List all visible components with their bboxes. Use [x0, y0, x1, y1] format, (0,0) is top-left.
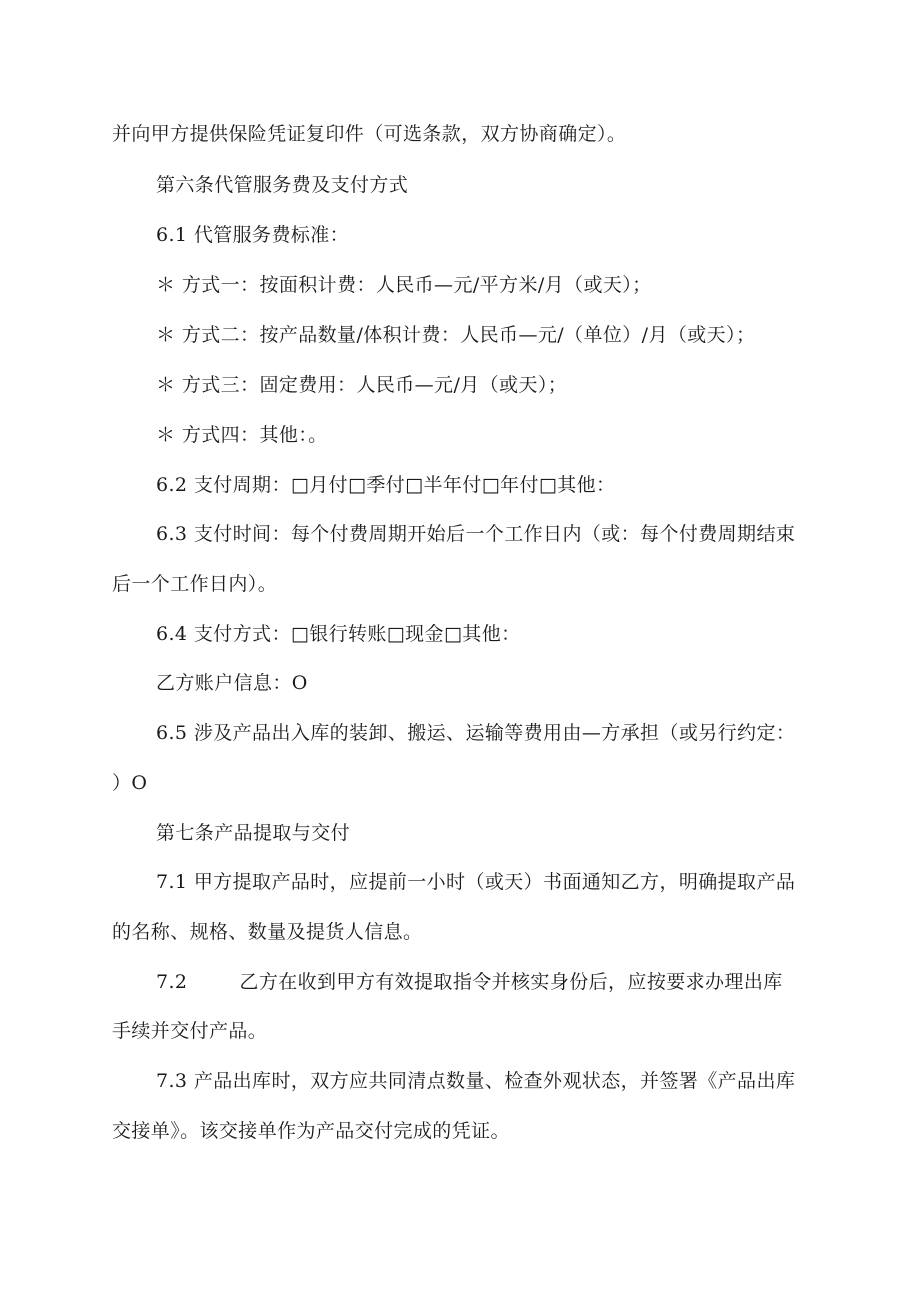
- clause-6-4: 6.4 支付方式：□银行转账□现金□其他：: [156, 623, 521, 645]
- section-heading: 第七条产品提取与交付: [156, 822, 351, 844]
- clause-number: 7.2: [156, 971, 188, 993]
- text-line: 交接单》。该交接单作为产品交付完成的凭证。: [112, 1120, 510, 1142]
- list-item: ＊ 方式一：按面积计费：人民币—元/平方米/月（或天）；: [156, 274, 652, 296]
- text-line: 并向甲方提供保险凭证复印件（可选条款，双方协商确定）。: [112, 123, 627, 145]
- clause-6-3: 6.3 支付时间：每个付费周期开始后一个工作日内（或：每个付费周期结束: [156, 523, 796, 545]
- text-line: ）O: [112, 772, 148, 794]
- list-item: ＊ 方式三：固定费用：人民币—元/月（或天）；: [156, 374, 568, 396]
- clause-7-2: [156, 969, 783, 995]
- clause-6-2: 6.2 支付周期：□月付□季付□半年付□年付□其他：: [156, 474, 616, 496]
- text-line: 后一个工作日内）。: [112, 573, 278, 595]
- list-item: ＊ 方式二：按产品数量/体积计费：人民币—元/（单位）/月（或天）；: [156, 324, 756, 346]
- text-line: 手续并交付产品。: [112, 1020, 268, 1042]
- list-item: ＊ 方式四：其他：。: [156, 424, 328, 446]
- clause-text: 乙方在收到甲方有效提取指令并核实身份后，应按要求办理出库: [239, 971, 783, 993]
- clause-7-3: 7.3 产品出库时，双方应共同清点数量、检查外观状态，并签署《产品出库: [156, 1070, 796, 1092]
- clause-6-1: 6.1 代管服务费标准：: [156, 224, 350, 246]
- text-line: 的名称、规格、数量及提货人信息。: [112, 921, 423, 943]
- account-info: 乙方账户信息：O: [156, 672, 308, 694]
- section-heading: 第六条代管服务费及支付方式: [156, 174, 409, 196]
- clause-6-5: 6.5 涉及产品出入库的装卸、搬运、运输等费用由—方承担（或另行约定：: [156, 722, 796, 744]
- clause-7-1: 7.1 甲方提取产品时，应提前一小时（或天）书面通知乙方，明确提取产品: [156, 871, 796, 893]
